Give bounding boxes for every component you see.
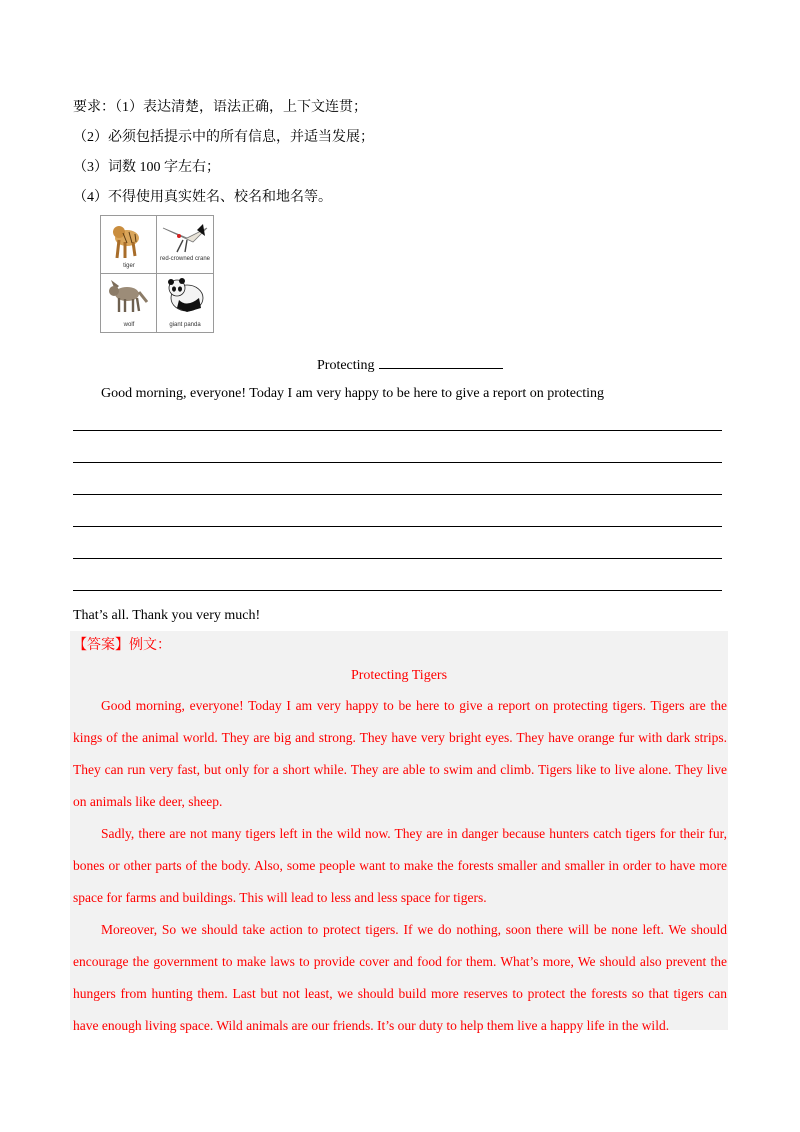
caption-wolf: wolf: [123, 322, 135, 328]
caption-tiger: tiger: [123, 263, 135, 269]
answer-paragraph: Moreover, So we should take action to protect tigers. If we do nothing, soon there will be none left. We should encourage the government to make laws to provide cover and food for them. What’s more, We should also prevent the hungers from hunting them. Last but not least, we should build more reserves to protect the forests so that tigers can have enough living space. Wild animals are our friends. It’s our duty to help them live a happy life in the wild.: [73, 922, 727, 1033]
writing-line[interactable]: [73, 494, 722, 495]
animal-picture-grid: [100, 215, 214, 333]
essay-title-prompt: [317, 354, 503, 376]
answer-paragraph: Sadly, there are not many tigers left in the wild now. They are in danger because hunters catch tigers for their fur, bones or other parts of the body. Also, some people want to make the forests smaller and smaller in order to have more space for farms and buildings. This will lead to less and less space for tigers.: [73, 826, 727, 905]
title-blank[interactable]: [379, 354, 503, 369]
animal-cell-panda: [157, 274, 213, 332]
writing-line[interactable]: [73, 558, 722, 559]
essay-title-prefix: Protecting: [317, 358, 375, 373]
answer-body: [73, 690, 727, 1042]
essay-intro: Good morning, everyone! Today I am very happy to be here to give a report on protecting: [101, 386, 604, 401]
caption-panda: giant panda: [169, 322, 201, 328]
essay-closing: That’s all. Thank you very much!: [73, 608, 261, 623]
caption-crane: red-crowned crane: [159, 256, 211, 262]
animal-cell-tiger: [101, 216, 157, 274]
answer-label: 【答案】例文：: [73, 638, 171, 653]
animal-cell-crane: [157, 216, 213, 274]
writing-line[interactable]: [73, 590, 722, 591]
writing-line[interactable]: [73, 430, 722, 431]
answer-section: [70, 631, 728, 1033]
crane-icon: [157, 216, 213, 274]
answer-title: Protecting Tigers: [350, 668, 448, 683]
answer-paragraph: Good morning, everyone! Today I am very happy to be here to give a report on protecting tigers. Tigers are the kings of the animal world. They are big and strong. They have very bright eyes. They have orange fur with dark strips. They can run very fast, but only for a short while. They are able to swim and climb. Tigers like to live alone. They live on animals like deer, sheep.: [73, 698, 727, 809]
writing-line[interactable]: [73, 526, 722, 527]
writing-line[interactable]: [73, 462, 722, 463]
requirement-1: 要求：（1）表达清楚，语法正确，上下文连贯；: [73, 100, 367, 115]
animal-cell-wolf: [101, 274, 157, 332]
requirement-2: （2）必须包括提示中的所有信息，并适当发展；: [73, 130, 374, 145]
requirement-3: （3）词数 100 字左右；: [73, 160, 220, 175]
requirement-4: （4）不得使用真实姓名、校名和地名等。: [73, 190, 332, 205]
